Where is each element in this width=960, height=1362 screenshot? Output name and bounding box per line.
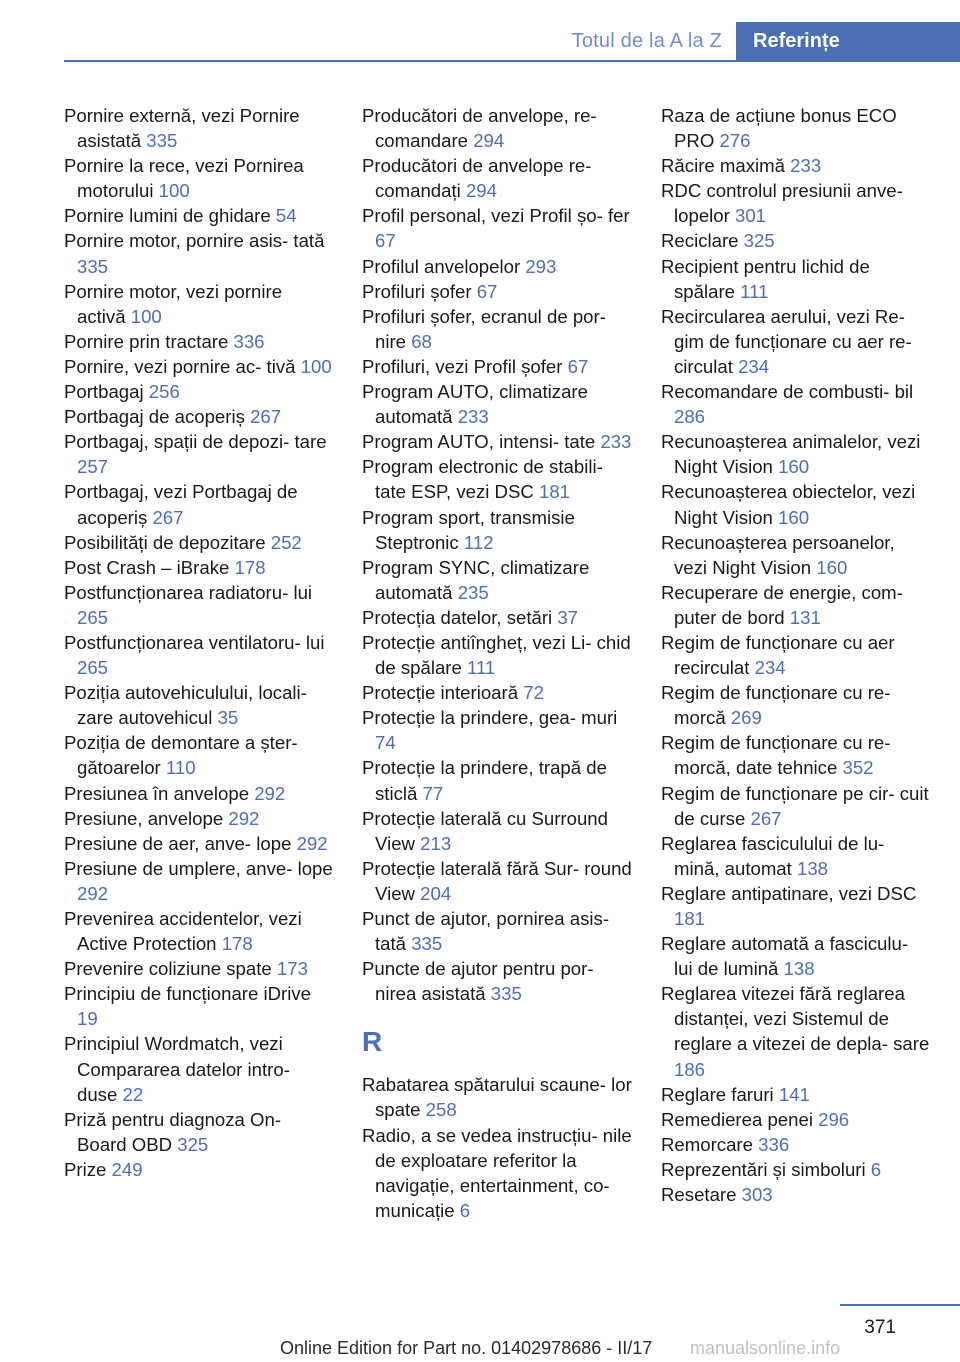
index-entry-text: Pornire motor, pornire asis- tată (64, 230, 325, 252)
index-entry (64, 580, 334, 630)
index-entry-text: Profil personal, vezi Profil șo- fer (362, 205, 630, 227)
index-entry-text: Remorcare (661, 1133, 753, 1155)
page-reference-link[interactable]: 178 (221, 933, 253, 955)
index-entry-text: Presiunea în anvelope (64, 782, 250, 804)
index-entry (362, 153, 632, 203)
index-entry-text: Resetare (661, 1184, 737, 1206)
page-reference-link[interactable]: 249 (111, 1158, 143, 1180)
index-entry-text: Poziția de demontare a șter- gătoarelor (64, 732, 298, 779)
index-entry-text: Protecția datelor, setări (362, 606, 553, 628)
page-reference-link[interactable]: 138 (797, 857, 829, 879)
page-reference-link[interactable]: 112 (463, 531, 494, 553)
index-entry (661, 680, 931, 730)
index-entry-text: Pornire externă, vezi Pornire asistată (64, 105, 300, 152)
index-entry (64, 956, 334, 981)
index-entry (64, 1107, 334, 1157)
page-reference-link[interactable]: 131 (789, 606, 821, 628)
page-reference-link[interactable]: 67 (476, 280, 498, 302)
index-entry-text: Reglarea fasciculului de lu- mină, automat (661, 832, 885, 879)
index-entry (661, 1157, 931, 1182)
page-reference-link[interactable]: 276 (719, 130, 751, 152)
page-reference-link[interactable]: 336 (758, 1133, 790, 1155)
page-reference-link[interactable]: 292 (77, 882, 109, 904)
index-entry (64, 1031, 334, 1106)
page-reference-link[interactable]: 186 (674, 1058, 706, 1080)
index-entry (661, 630, 931, 680)
index-entry-text: Poziția autovehiculului, locali- zare autovehicul (64, 682, 307, 729)
index-entry (64, 831, 334, 856)
index-entry-text: Protecție interioară (362, 682, 519, 704)
page-reference-link[interactable]: 267 (152, 506, 184, 528)
page-reference-link[interactable]: 234 (738, 355, 770, 377)
index-entry-text: Producători de anvelope, re- comandare (362, 105, 597, 152)
index-entry (362, 505, 632, 555)
index-entry-text: Prevenire coliziune spate (64, 958, 272, 980)
page-reference-link[interactable]: 160 (778, 506, 810, 528)
page-reference-link[interactable]: 6 (459, 1199, 471, 1221)
index-entry (64, 856, 334, 906)
index-entry (661, 479, 931, 529)
index-entry-text: Portbagaj, vezi Portbagaj de acoperiș (64, 481, 298, 528)
index-entry (64, 781, 334, 806)
index-entry-text: Protecție laterală fără Sur- round View (362, 857, 632, 904)
index-entry-text: Rabatarea spătarului scaune- lor spate (362, 1074, 632, 1121)
index-entry (64, 103, 334, 153)
index-entry-text: Protecție antiîngheț, vezi Li- chid de spălare (362, 631, 631, 679)
index-entry-text: Priză pentru diagnoza On- Board OBD (64, 1108, 282, 1155)
section-letter: R (362, 1026, 383, 1058)
index-entry (362, 354, 632, 379)
index-entry (64, 279, 334, 329)
index-entry-text: Reglarea vitezei fără reglarea distanței, vezi Sistemul de reglare a vitezei de depla- sare (661, 983, 930, 1055)
index-entry (64, 806, 334, 831)
index-entry (362, 680, 632, 705)
page-number: 371 (864, 1317, 896, 1338)
page-reference-link[interactable]: 296 (818, 1108, 850, 1130)
page-reference-link[interactable]: 233 (600, 431, 632, 453)
index-entry-text: Regim de funcționare cu re- morcă, date tehnice (661, 732, 891, 779)
index-entry-text: Post Crash – iBrake (64, 556, 230, 578)
page-reference-link[interactable]: 160 (816, 556, 848, 578)
index-entry-text: Recomandare de combusti- bil (661, 381, 914, 403)
page-reference-link[interactable]: 352 (842, 757, 874, 779)
index-entry-text: Regim de funcționare pe cir- cuit de curse (661, 782, 929, 829)
index-entry (661, 881, 931, 931)
index-entry-text: Puncte de ajutor pentru por- nirea asistată (362, 958, 594, 1005)
index-entry-text: Pornire lumini de ghidare (64, 205, 271, 227)
index-entry (362, 755, 632, 805)
index-entry (64, 228, 334, 278)
index-entry-text: Recipient pentru lichid de spălare (661, 255, 870, 302)
index-entry (661, 153, 931, 178)
index-entry-text: Program SYNC, climatizare automată (362, 556, 590, 603)
index-entry (362, 254, 632, 279)
index-entry-text: Protecție la prindere, gea- muri (362, 707, 618, 729)
index-entry (362, 856, 632, 906)
page-reference-link[interactable]: 257 (77, 456, 109, 478)
index-entry-text: Protecție la prindere, trapă de sticlă (362, 757, 607, 804)
index-entry (64, 404, 334, 429)
page-reference-link[interactable]: 336 (233, 330, 265, 352)
index-entry-text: Program AUTO, climatizare automată (362, 381, 588, 428)
page-reference-link[interactable]: 111 (467, 657, 496, 679)
page-reference-link[interactable]: 181 (538, 481, 571, 503)
index-entry (661, 931, 931, 981)
index-entry (64, 630, 334, 680)
index-entry (661, 379, 931, 429)
index-entry (64, 203, 334, 228)
index-entry-text: Recunoașterea animalelor, vezi Night Vision (661, 431, 921, 478)
page-reference-link[interactable]: 100 (300, 355, 332, 377)
index-entry-text: Program AUTO, intensi- tate (362, 431, 596, 453)
page-reference-link[interactable]: 335 (411, 933, 443, 955)
index-entry (362, 1123, 632, 1223)
index-entry-text: Pornire prin tractare (64, 330, 229, 352)
page-reference-link[interactable]: 141 (778, 1083, 810, 1105)
index-entry-text: Recunoașterea obiectelor, vezi Night Vision (661, 481, 916, 528)
index-entry (64, 153, 334, 203)
index-entry (362, 103, 632, 153)
index-entry (362, 203, 632, 253)
index-entry (64, 906, 334, 956)
index-entry-text: Recuperare de energie, com- puter de bord (661, 581, 903, 628)
index-entry-text: Pornire la rece, vezi Pornirea motorului (64, 155, 304, 202)
page-reference-link[interactable]: 233 (457, 406, 489, 428)
index-entry-text: Reglare automată a fasciculu- lui de lumină (661, 933, 909, 980)
page-reference-link[interactable]: 292 (228, 807, 260, 829)
index-entry (362, 956, 632, 1006)
index-entry (661, 228, 931, 253)
index-entry-text: Profiluri șofer, ecranul de por- nire (362, 305, 606, 352)
page-reference-link[interactable]: 335 (77, 255, 109, 277)
index-entry (362, 279, 632, 304)
index-entry-text: Regim de funcționare cu aer recirculat (661, 631, 895, 679)
page-reference-link[interactable]: 67 (567, 355, 589, 377)
page-reference-link[interactable]: 335 (490, 983, 522, 1005)
index-column-1 (64, 103, 334, 1182)
page-reference-link[interactable]: 77 (422, 782, 444, 804)
index-entry (661, 178, 931, 228)
page-reference-link[interactable]: 234 (754, 657, 786, 679)
page-reference-link[interactable]: 235 (457, 581, 489, 603)
index-entry (661, 304, 931, 379)
index-entry-text: Reciclare (661, 230, 739, 252)
header-section-title: Totul de la A la Z (571, 30, 722, 52)
edition-note: Online Edition for Part no. 01402978686 - II/17 (280, 1338, 653, 1358)
page-reference-link[interactable]: 265 (77, 606, 109, 628)
index-entry (661, 831, 931, 881)
page-reference-link[interactable]: 294 (473, 130, 505, 152)
index-entry (64, 479, 334, 529)
index-entry-text: Presiune de umplere, anve- lope (64, 857, 333, 879)
index-entry-text: Regim de funcționare cu re- morcă (661, 682, 891, 729)
page-reference-link[interactable]: 74 (375, 732, 396, 754)
page-reference-link[interactable]: 54 (275, 205, 297, 227)
index-entry (362, 555, 632, 605)
index-entry (661, 530, 931, 580)
page-reference-link[interactable]: 294 (465, 180, 497, 202)
page-reference-link[interactable]: 110 (165, 757, 196, 779)
index-entry (661, 781, 931, 831)
index-entry-text: Principiul Wordmatch, vezi Compararea datelor intro- duse (64, 1033, 290, 1105)
page-header (0, 22, 960, 62)
index-entry (661, 103, 931, 153)
index-entry-text: Posibilități de depozitare (64, 531, 266, 553)
index-entry-text: Postfuncționarea radiatoru- lui (64, 581, 313, 603)
index-entry (661, 429, 931, 479)
index-columns (64, 103, 944, 1273)
index-entry (362, 705, 632, 755)
index-entry (64, 354, 334, 379)
index-entry-text: Prevenirea accidentelor, vezi Active Protection (64, 908, 302, 955)
index-entry (64, 379, 334, 404)
index-entry-text: Profiluri șofer (362, 280, 472, 302)
index-entry-text: Pornire motor, vezi pornire activă (64, 280, 283, 327)
page-reference-link[interactable]: 72 (523, 682, 544, 704)
index-entry-text: Program electronic de stabili- tate ESP, vezi DSC (362, 456, 603, 503)
page-reference-link[interactable]: 160 (778, 456, 810, 478)
page-reference-link[interactable]: 19 (77, 1008, 98, 1030)
page-reference-link[interactable]: 325 (177, 1133, 209, 1155)
page-reference-link[interactable]: 267 (750, 807, 782, 829)
index-entry-text: Răcire maximă (661, 155, 785, 177)
page-reference-link[interactable]: 138 (783, 958, 815, 980)
index-column-3 (661, 103, 931, 1207)
header-rule (64, 60, 960, 62)
page-reference-link[interactable]: 181 (674, 908, 706, 929)
page-reference-link[interactable]: 303 (741, 1184, 773, 1206)
footer-rule (840, 1304, 960, 1306)
page-reference-link[interactable]: 6 (870, 1158, 882, 1180)
index-entry (362, 454, 632, 504)
index-entry-text: RDC controlul presiunii anve- lopelor (661, 180, 903, 227)
page-reference-link[interactable]: 37 (557, 606, 579, 628)
index-entry-text: Principiu de funcționare iDrive (64, 983, 312, 1005)
page-reference-link[interactable]: 301 (735, 205, 767, 227)
index-entry-text: Recircularea aerului, vezi Re- gim de funcționare cu aer re- circulat (661, 305, 912, 377)
page-reference-link[interactable]: 213 (420, 832, 452, 854)
page-reference-link[interactable]: 35 (217, 707, 239, 729)
page-reference-link[interactable]: 265 (77, 657, 109, 679)
index-entry-text: Prize (64, 1158, 107, 1180)
index-entry-text: Portbagaj de acoperiș (64, 406, 245, 428)
index-entry-text: Portbagaj (64, 381, 144, 403)
page-reference-link[interactable]: 325 (743, 230, 775, 252)
index-entry (661, 1082, 931, 1107)
index-entry (362, 304, 632, 354)
page-reference-link[interactable]: 292 (254, 782, 286, 804)
page-reference-link[interactable]: 256 (148, 381, 180, 403)
index-entry (362, 605, 632, 630)
header-chapter-tab: Referințe (736, 22, 960, 62)
index-entry (64, 429, 334, 479)
page-reference-link[interactable]: 252 (270, 531, 302, 553)
index-entry-text: Profilul anvelopelor (362, 255, 521, 277)
page-reference-link[interactable]: 335 (146, 130, 178, 152)
page-reference-link[interactable]: 100 (158, 180, 190, 202)
index-entry-text: Producători de anvelope re- comandați (362, 155, 592, 202)
page-reference-link[interactable]: 22 (122, 1083, 144, 1105)
watermark: manualsonline.info (690, 1338, 841, 1358)
page-reference-link[interactable]: 178 (234, 556, 266, 578)
index-entry (64, 329, 334, 354)
index-entry (661, 580, 931, 630)
page-reference-link[interactable]: 293 (525, 255, 557, 277)
index-entry (661, 730, 931, 780)
index-entry-text: Reglare faruri (661, 1083, 774, 1105)
page-reference-link[interactable]: 267 (250, 406, 282, 428)
index-entry-text: Remedierea penei (661, 1108, 813, 1130)
index-entry (362, 429, 632, 454)
index-entry (64, 680, 334, 730)
index-entry-text: Profiluri, vezi Profil șofer (362, 355, 563, 377)
index-entry-text: Raza de acțiune bonus ECO PRO (661, 105, 897, 152)
index-entry (362, 806, 632, 856)
index-entry (661, 1107, 931, 1132)
index-entry (362, 630, 632, 680)
index-entry (661, 1132, 931, 1157)
index-entry-text: Portbagaj, spații de depozi- tare (64, 431, 327, 453)
index-entry (661, 981, 931, 1081)
index-entry-text: Reglare antipatinare, vezi DSC (661, 882, 917, 904)
index-entry-text: Postfuncționarea ventilatoru- lui (64, 631, 325, 653)
page-reference-link[interactable]: 100 (130, 305, 162, 327)
index-entry (362, 1072, 632, 1122)
page-reference-link[interactable]: 111 (740, 280, 769, 302)
index-entry (362, 379, 632, 429)
index-entry (64, 981, 334, 1031)
index-entry (64, 555, 334, 580)
page-reference-link[interactable]: 204 (420, 882, 452, 904)
index-entry-text: Protecție laterală cu Surround View (362, 807, 608, 854)
page-reference-link[interactable]: 67 (375, 230, 396, 252)
index-column-2 (362, 103, 632, 1223)
index-entry (362, 906, 632, 956)
page-reference-link[interactable]: 258 (425, 1099, 457, 1121)
page-reference-link[interactable]: 286 (674, 406, 706, 428)
page-reference-link[interactable]: 68 (411, 330, 432, 352)
index-entry-text: Pornire, vezi pornire ac- tivă (64, 355, 296, 377)
index-entry-text: Program sport, transmisie Steptronic (362, 506, 575, 553)
index-entry (64, 730, 334, 780)
index-entry (64, 530, 334, 555)
index-entry-text: Radio, a se vedea instrucțiu- nile de exploatare referitor la navigație, entertainment, co- municație (362, 1124, 632, 1221)
index-entry (661, 1182, 931, 1207)
index-entry-text: Reprezentări și simboluri (661, 1158, 866, 1180)
page-reference-link[interactable]: 173 (276, 958, 308, 980)
page-reference-link[interactable]: 269 (730, 707, 762, 729)
index-entry-text: Presiune, anvelope (64, 807, 224, 829)
index-entry-text: Recunoașterea persoanelor, vezi Night Vision (661, 531, 895, 578)
index-entry-text: Punct de ajutor, pornirea asis- tată (362, 908, 610, 955)
index-entry (661, 254, 931, 304)
index-entry (64, 1157, 334, 1182)
index-entry-text: Presiune de aer, anve- lope (64, 832, 292, 854)
page-reference-link[interactable]: 292 (296, 832, 328, 854)
page-reference-link[interactable]: 233 (790, 155, 822, 177)
